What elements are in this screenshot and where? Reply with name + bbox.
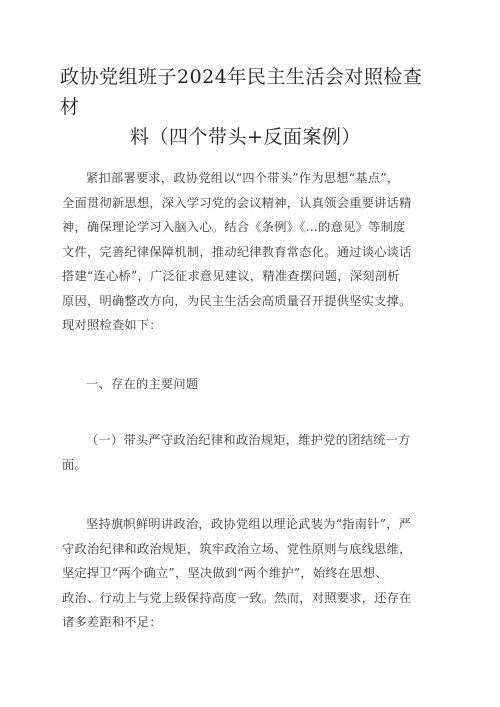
- subsection-heading: [62, 428, 438, 477]
- body-paragraph: [62, 512, 438, 635]
- document-title: [60, 62, 440, 152]
- section-heading-text: 一、存在的主要问题: [86, 377, 199, 391]
- paragraph-line: 全面贯彻新思想，深入学习党的会议精神，认真领会重要讲话精: [62, 195, 412, 210]
- paragraph-line: 守政治纪律和政治规矩，筑牢政治立场、党性原则与底线思维，: [62, 541, 412, 556]
- paragraph-line: 现对照检查如下：: [62, 318, 162, 332]
- paragraph-line: 诸多差距和不足：: [62, 615, 162, 629]
- paragraph-line: 文件，完善纪律保障机制，推动纪律教育常态化。通过谈心谈话: [62, 244, 412, 259]
- paragraph-line: 政治、行动上与党上级保持高度一致。然而，对照要求，还存在: [62, 590, 412, 605]
- title-line-1: 政协党组班子2024年民主生活会对照检查材: [60, 66, 423, 118]
- section-heading: [62, 372, 438, 397]
- paragraph-line: 坚定捍卫“两个确立”，坚决做到“两个维护”，始终在思想、: [62, 566, 388, 580]
- paragraph-line: 紧扣部署要求，政协党组以“四个带头”作为思想“基点”，: [86, 171, 400, 185]
- intro-paragraph: [62, 166, 438, 338]
- paragraph-line: 原因，明确整改方向，为民主生活会高质量召开提供坚实支撑。: [62, 293, 412, 308]
- paragraph-line: 坚持旗帜鲜明讲政治，政协党组以理论武装为“指南针”，严: [86, 517, 412, 531]
- title-line-2: 料（四个带头+反面案例）: [130, 126, 361, 148]
- subsection-line: （一）带头严守政治纪律和政治规矩，维护党的团结统一方: [86, 433, 411, 447]
- subsection-line: 面。: [62, 457, 87, 472]
- paragraph-line: 神，确保理论学习入脑入心。结合《条例》《…的意见》等制度: [62, 220, 406, 234]
- paragraph-line: 搭建“连心桥”，广泛征求意见建议，精准查摆问题，深刻剖析: [62, 269, 400, 283]
